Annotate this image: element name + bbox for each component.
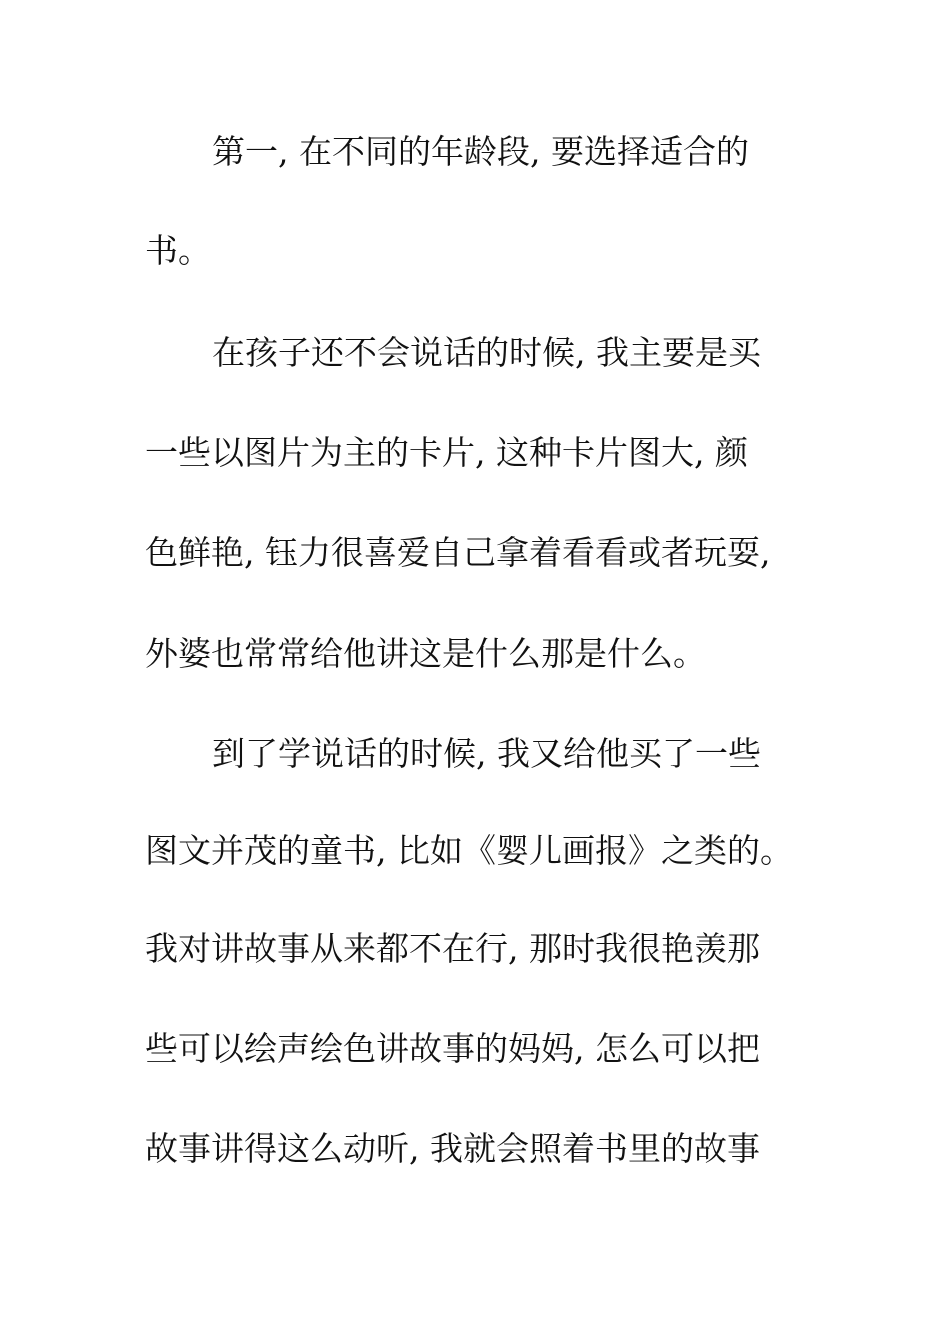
text-line: 一些以图片为主的卡片, 这种卡片图大, 颜	[145, 433, 748, 472]
text-line: 外婆也常常给他讲这是什么那是什么。	[145, 634, 706, 673]
text-line: 我对讲故事从来都不在行, 那时我很艳羡那	[145, 929, 760, 968]
text-line: 到了学说话的时候, 我又给他买了一些	[212, 734, 761, 773]
text-line: 在孩子还不会说话的时候, 我主要是买	[212, 333, 761, 372]
text-line: 书。	[145, 231, 211, 270]
text-line: 第一, 在不同的年龄段, 要选择适合的	[212, 132, 749, 171]
text-line: 故事讲得这么动听, 我就会照着书里的故事	[145, 1129, 760, 1168]
text-line: 色鲜艳, 钰力很喜爱自己拿着看看或者玩耍,	[145, 533, 771, 572]
text-line: 些可以绘声绘色讲故事的妈妈, 怎么可以把	[145, 1029, 760, 1068]
text-line: 图文并茂的童书, 比如《婴儿画报》之类的。	[145, 831, 793, 870]
